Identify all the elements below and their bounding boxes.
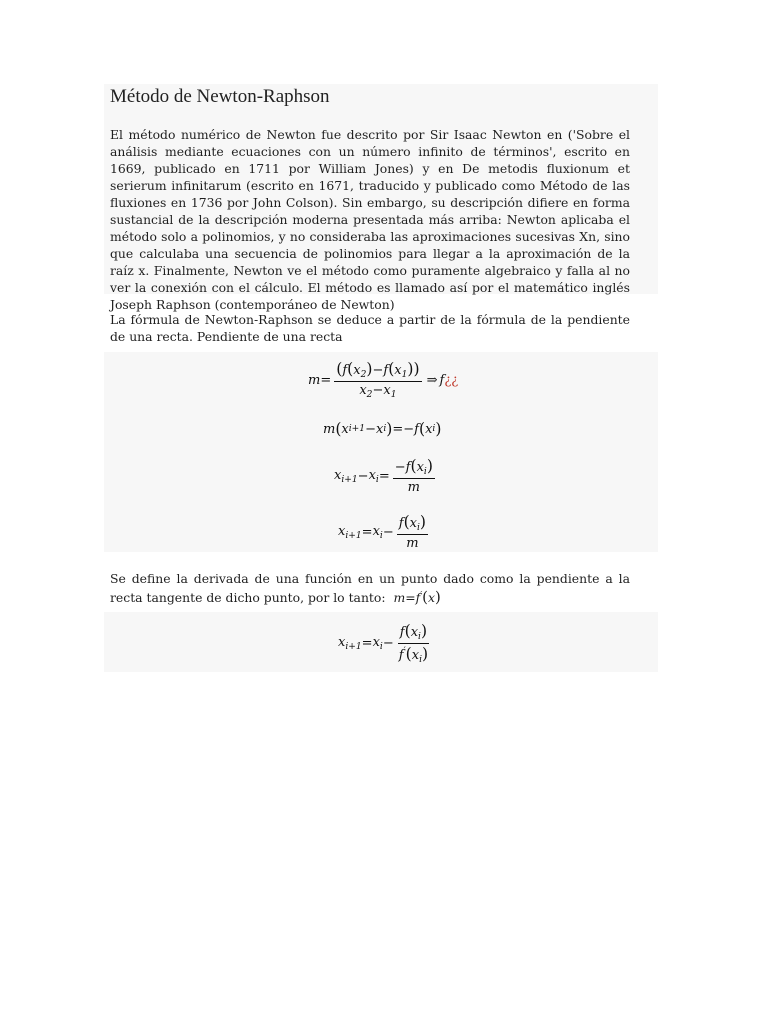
history-paragraph: El método numérico de Newton fue descrito por Sir Isaac Newton en ('Sobre el análisis mediante ecuaciones con un número infinito de términos', escrito en 1669, publicado en 1711 por William Jones) y en De metodis fluxionum et serierum infinitarum (escrito en 1671, traducido y publicado como Método de las fluxiones en 1736 por John Colson). Sin embargo, su descripción difiere en forma sustancial de la descripción moderna presentada más arriba: Newton aplicaba el método solo a polinomios, y no consideraba las aproximaciones sucesivas Xn, sino que calculaba una secuencia de polinomios para llegar a la aproximación de la raíz x. Finalmente, Newton ve el método como puramente algebraico y falla al no ver la conexión con el cálculo. El método es llamado así por el matemático inglés Joseph Raphson (contemporáneo de Newton) [110, 127, 630, 312]
equation-step-2: $x_{i+1}$ − $x_i$ = $\frac{-f(x_i)}{m}$ [334, 457, 433, 495]
equation-step-3: $x_{i+1}$ = $x_i$ − $\frac{f(x_i)}{m}$ [338, 513, 427, 551]
newton-raphson-formula: $x_{i+1}$ = $x_i$ − $\frac{f(x_i)}{f'(x_i)}$ [338, 622, 429, 665]
equation-step-1: m ( x i+1 − x i ) =− f ( x i ) [323, 420, 442, 438]
slope-fraction: $\frac{(f(x_2)-f(x_1))}{x_2-x_1}$ [336, 360, 420, 400]
derivative-paragraph [110, 570, 630, 606]
derivation-paragraph: La fórmula de Newton-Raphson se deduce a partir de la fórmula de la pendiente de una recta. Pendiente de una recta [110, 312, 630, 344]
slope-formula: m = $\frac{(f(x_2)-f(x_1))}{x_2-x_1}$ ⇒ f ¿¿ [308, 360, 459, 400]
inline-formula: m=f′(x) [389, 588, 441, 607]
derivative-text: Se define la derivada de una función en un punto dado como la pendiente a la recta tangente de dicho punto, por lo tanto: [110, 571, 630, 606]
document-title: Método de Newton-Raphson [110, 86, 330, 107]
broken-glyphs: ¿¿ [444, 372, 459, 388]
